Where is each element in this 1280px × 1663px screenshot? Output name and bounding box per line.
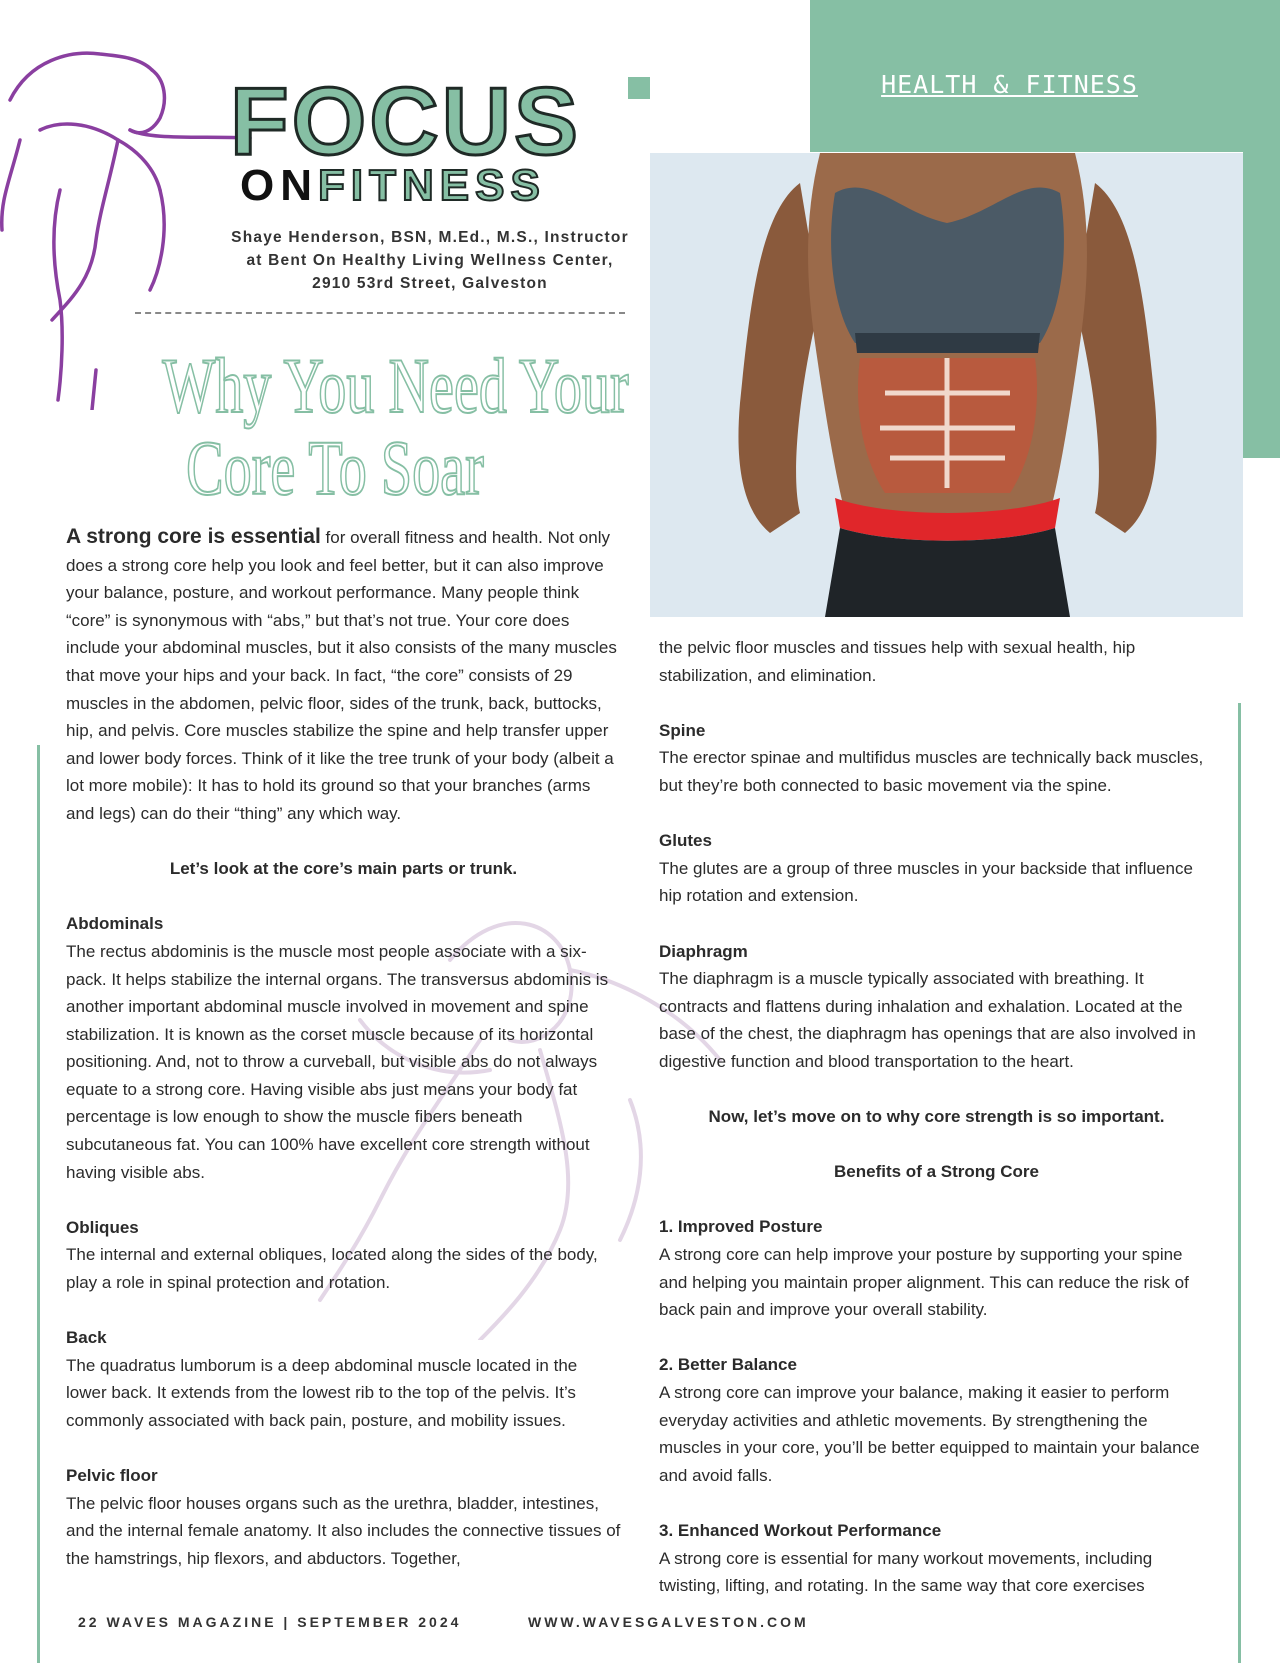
- masthead-on: ON: [240, 161, 318, 210]
- benefits-heading: Benefits of a Strong Core: [834, 1162, 1039, 1182]
- spine-heading: Spine: [659, 720, 706, 740]
- masthead-on-fitness: [240, 161, 546, 210]
- pelvic-section: [66, 1462, 621, 1572]
- benefit-workout: [659, 1517, 1214, 1600]
- masthead-fitness: FITNESS: [318, 161, 546, 210]
- byline-line: Shaye Henderson, BSN, M.Ed., M.S., Instructor: [231, 229, 629, 246]
- benefit-balance: [659, 1351, 1214, 1489]
- abdominals-text: The rectus abdominis is the muscle most people associate with a six-pack. It helps stabilize the internal organs. The transversus abdominis is another important abdominal muscle involved in movement and spine stabilization. It is known as the corset muscle because of its horizontal positioning. And, not to throw a curveball, but visible abs do not always equate to a strong core. Having visible abs just means your body fat percentage is low enough to show the muscle fibers beneath subcutaneous fat. You can 100% have excellent core strength without having visible abs.: [66, 941, 609, 1182]
- benefit1-text: A strong core can help improve your posture by supporting your spine and helping you maintain proper alignment. This can reduce the risk of back pain and improve your overall stability.: [659, 1245, 1189, 1320]
- obliques-section: [66, 1214, 621, 1297]
- obliques-heading: Obliques: [66, 1217, 139, 1237]
- intro-paragraph: [66, 523, 621, 828]
- obliques-text: The internal and external obliques, located along the sides of the body, play a role in spinal protection and rotation.: [66, 1245, 598, 1293]
- pelvic-heading: Pelvic floor: [66, 1466, 158, 1486]
- benefit2-heading: 2. Better Balance: [659, 1355, 797, 1375]
- glutes-text: The glutes are a group of three muscles in your backside that influence hip rotation and extension.: [659, 858, 1193, 906]
- benefit-posture: [659, 1213, 1214, 1323]
- benefit1-heading: 1. Improved Posture: [659, 1217, 823, 1237]
- back-text: The quadratus lumborum is a deep abdominal muscle located in the lower back. It extends from the lowest rib to the top of the pelvis. It’s commonly associated with back pain, posture, and mobility issues.: [66, 1355, 578, 1430]
- article-column-left: [66, 523, 621, 1600]
- abdominals-section: [66, 910, 621, 1186]
- athlete-core-anatomy-illustration: [650, 153, 1243, 617]
- glutes-heading: Glutes: [659, 831, 712, 851]
- glutes-section: [659, 827, 1214, 910]
- spine-section: [659, 717, 1214, 800]
- footer-folio: 22 WAVES MAGAZINE | SEPTEMBER 2024: [78, 1614, 462, 1630]
- diaphragm-heading: Diaphragm: [659, 941, 748, 961]
- pelvic-continued: the pelvic floor muscles and tissues help with sexual health, hip stabilization, and elimination.: [659, 638, 1136, 685]
- benefit2-text: A strong core can improve your balance, making it easier to perform everyday activities and athletic movements. By strengthening the muscles in your core, you’ll be better equipped to maintain your balance and avoid falls.: [659, 1383, 1200, 1485]
- right-column-rule: [1238, 703, 1241, 1663]
- diaphragm-section: [659, 938, 1214, 1076]
- masthead-focus: FOCUS: [230, 68, 581, 175]
- accent-square: [628, 77, 650, 99]
- left-column-rule: [37, 745, 40, 1663]
- diaphragm-text: The diaphragm is a muscle typically associated with breathing. It contracts and flattens during inhalation and exhalation. Located at the base of the chest, the diaphragm has openings that are also involved in digestive function and blood transportation to the heart.: [659, 969, 1196, 1071]
- article-column-right: [659, 634, 1214, 1627]
- benefit3-text: A strong core is essential for many workout movements, including twisting, lifting, and rotating. In the same way that core exercises: [659, 1548, 1153, 1596]
- section-tag: HEALTH & FITNESS: [881, 70, 1138, 99]
- byline-line: 2910 53rd Street, Galveston: [312, 275, 548, 292]
- back-heading: Back: [66, 1328, 107, 1348]
- lead-text: A strong core is essential: [66, 525, 321, 548]
- pelvic-text: The pelvic floor houses organs such as the urethra, bladder, intestines, and the internal female anatomy. It also includes the connective tissues of the hamstrings, hip flexors, and abductors. Together,: [66, 1493, 621, 1568]
- why-intro: Now, let’s move on to why core strength is so important.: [708, 1107, 1165, 1127]
- back-section: [66, 1324, 621, 1434]
- footer-website-link[interactable]: WWW.WAVESGALVESTON.COM: [528, 1614, 809, 1630]
- headline-line: Why You Need Your: [162, 342, 629, 429]
- core-muscles-photo: [650, 153, 1243, 617]
- benefit3-heading: 3. Enhanced Workout Performance: [659, 1521, 942, 1540]
- right-color-strip: [1243, 0, 1280, 458]
- spine-text: The erector spinae and multifidus muscles are technically back muscles, but they’re both connected to basic movement via the spine.: [659, 748, 1204, 795]
- headline-line: Core To Soar: [186, 424, 484, 511]
- byline: [230, 226, 630, 295]
- abdominals-heading: Abdominals: [66, 914, 164, 934]
- article-headline: [162, 342, 629, 511]
- intro-text: for overall fitness and health. Not only does a strong core help you look and feel better, but it can also improve your balance, posture, and workout performance. Many people think “core” is synonymous with “abs,” but that’s not true. Your core does include your abdominal muscles, but it also consists of the many muscles that move your hips and your back. In fact, “the core” consists of 29 muscles in the abdomen, pelvic floor, sides of the trunk, back, buttocks, hip, and pelvis. Core muscles stabilize the spine and help transfer upper and lower body forces. Think of it like the tree trunk of your body (albeit a lot more mobile): It has to hold its ground so that your branches (arms and legs) can do their “thing” any which way.: [66, 528, 617, 823]
- parts-intro: Let’s look at the core’s main parts or trunk.: [169, 859, 518, 879]
- dashed-divider: [135, 312, 625, 314]
- byline-line: at Bent On Healthy Living Wellness Center,: [246, 252, 614, 269]
